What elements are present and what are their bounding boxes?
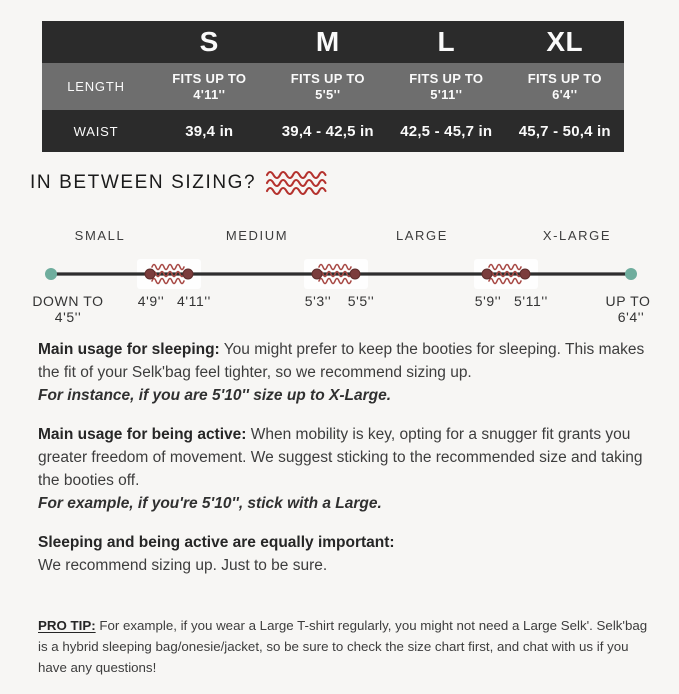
size-col-header-xl: XL xyxy=(546,26,584,57)
waist-cell-l: 42,5 - 45,7 in xyxy=(400,122,493,140)
tick-5-9: 5'9'' xyxy=(474,293,502,309)
paragraph-sleeping xyxy=(38,338,655,407)
paragraph-active-body: When mobility is key, opting for a snugger fit grants you greater freedom of movement. We suggest sticking to the recommended size and taking the booties off. xyxy=(38,426,643,489)
range-dot xyxy=(312,269,322,279)
waist-cell-s: 39,4 in xyxy=(185,122,234,140)
fit-height: 5'5'' xyxy=(315,86,341,102)
range-dot xyxy=(520,269,530,279)
waist-cell-xl: 45,7 - 50,4 in xyxy=(518,122,611,140)
fit-height: 4'11'' xyxy=(193,86,226,102)
tick-5-3: 5'3'' xyxy=(304,293,332,309)
tick-4-11: 4'11'' xyxy=(177,293,211,309)
paragraph-equal-lead: Sleeping and being active are equally important: xyxy=(38,534,395,551)
length-row-label: LENGTH xyxy=(67,79,125,94)
length-row xyxy=(42,63,624,110)
paragraph-sleeping-lead: Main usage for sleeping: xyxy=(38,341,220,358)
range-dot xyxy=(350,269,360,279)
tick-4-9: 4'9'' xyxy=(137,293,165,309)
left-end-label-line2: 4'5'' xyxy=(54,309,82,325)
size-col-header-l: L xyxy=(437,26,456,57)
paragraph-equal-body: We recommend sizing up. Just to be sure. xyxy=(38,557,328,574)
region-label-small: SMALL xyxy=(74,228,126,243)
right-end-label-line1: UP TO xyxy=(605,293,651,309)
length-cell-xl xyxy=(506,71,625,103)
fit-height: 5'11'' xyxy=(430,86,463,102)
waist-cell-m: 39,4 - 42,5 in xyxy=(281,122,374,140)
pro-tip-lead: PRO TIP: xyxy=(38,618,96,633)
range-dot xyxy=(183,269,193,279)
paragraph-equal xyxy=(38,531,655,577)
fit-prefix: FITS UP TO xyxy=(527,70,602,86)
pro-tip-body: For example, if you wear a Large T-shirt regularly, you might not need a Large Selk'. Selk'bag is a hybrid sleeping bag/onesie/jacket, so be sure to check the size chart first, and chat with us if you have any questions! xyxy=(38,618,648,675)
tick-5-5: 5'5'' xyxy=(347,293,375,309)
range-dot xyxy=(482,269,492,279)
region-label-large: LARGE xyxy=(395,228,449,243)
section-title: IN BETWEEN SIZING? xyxy=(30,172,257,193)
triple-wave-icon xyxy=(265,170,331,196)
paragraph-active-note: For example, if you're 5'10'', stick with a Large. xyxy=(38,495,382,512)
left-end-label-line1: DOWN TO xyxy=(32,293,104,309)
paragraph-pro-tip xyxy=(38,615,655,678)
endpoint-dot-right xyxy=(625,268,637,280)
tick-5-11: 5'11'' xyxy=(514,293,548,309)
paragraph-sleeping-note: For instance, if you are 5'10'' size up to X-Large. xyxy=(38,387,392,404)
waist-row xyxy=(42,110,624,152)
in-between-sizing-header xyxy=(30,170,331,196)
right-end-label-line2: 6'4'' xyxy=(617,309,645,325)
fit-prefix: FITS UP TO xyxy=(172,70,247,86)
size-col-header-m: M xyxy=(315,26,340,57)
range-dot xyxy=(145,269,155,279)
height-range-timeline xyxy=(0,222,679,328)
size-col-header-s: S xyxy=(199,26,219,57)
size-header-row xyxy=(42,21,624,63)
endpoint-dot-left xyxy=(45,268,57,280)
paragraph-sleeping-body: You might prefer to keep the booties for sleeping. This makes the fit of your Selk'bag feel tighter, so we recommend sizing up. xyxy=(38,341,645,381)
waist-row-label: WAIST xyxy=(73,123,119,139)
paragraph-active-lead: Main usage for being active: xyxy=(38,426,247,443)
usage-guidance-text xyxy=(38,338,655,694)
size-chart-table xyxy=(42,21,624,152)
region-label-xlarge: X-LARGE xyxy=(542,228,612,243)
length-cell-m xyxy=(269,71,388,103)
paragraph-active xyxy=(38,423,655,515)
fit-prefix: FITS UP TO xyxy=(290,70,365,86)
length-cell-s xyxy=(150,71,269,103)
length-cell-l xyxy=(387,71,506,103)
region-label-medium: MEDIUM xyxy=(225,228,289,243)
fit-prefix: FITS UP TO xyxy=(409,70,484,86)
fit-height: 6'4'' xyxy=(552,86,578,102)
